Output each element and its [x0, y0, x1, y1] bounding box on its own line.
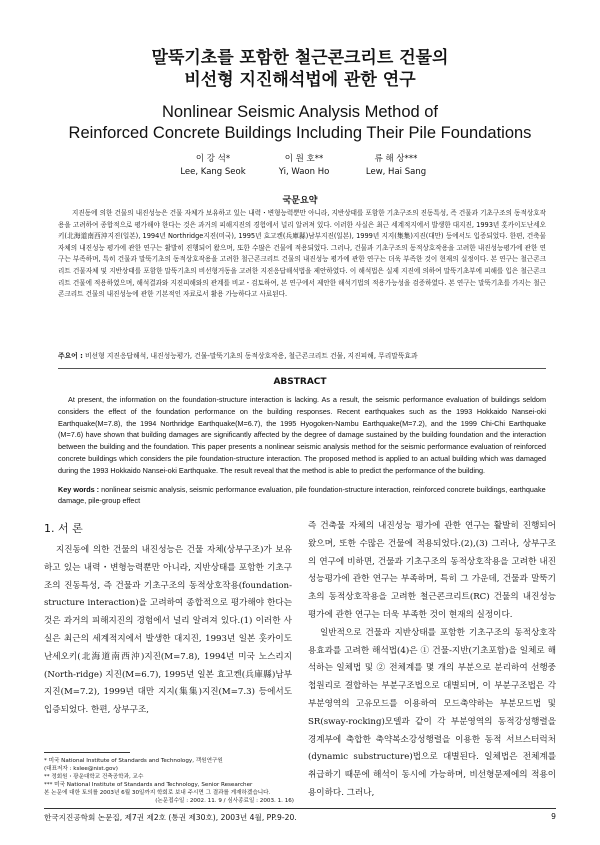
- author-2-english: Yi, Waon Ho: [278, 167, 330, 177]
- korean-title: [0, 47, 600, 91]
- author-1-english: Lee, Kang Seok: [180, 167, 246, 177]
- journal-citation: 한국지진공학회 논문집, 제7권 제2호 (통권 제30호), 2003년 4월, PP.9-20.: [44, 813, 297, 822]
- footnote-4: *** 미국 National Institute of Standards and Technology, Senior Researcher: [44, 782, 253, 788]
- korean-keywords-text: 비선형 지진응답해석, 내진성능평가, 건물-말뚝기초의 동적상호작용, 철근콘크리트 건물, 지진피해, 무리말뚝효과: [84, 352, 418, 360]
- footnote-rule: [44, 752, 130, 753]
- footnote-6: (논문접수일 : 2002. 11. 9 / 심사종료일 : 2003. 1. 16): [155, 798, 294, 804]
- footnote-1: * 미국 National Institute of Standards and Technology, 객원연구원: [44, 758, 223, 764]
- introduction-heading: 1. 서 론: [44, 522, 83, 535]
- korean-abstract-heading: 국문요약: [282, 196, 318, 206]
- author-1: [163, 153, 263, 179]
- korean-keywords-label: 주요어 :: [58, 352, 83, 360]
- english-title: [0, 102, 600, 144]
- page-footer: [44, 812, 556, 823]
- english-abstract-heading: ABSTRACT: [273, 377, 327, 387]
- right-column-paragraph-1: 즉 건축물 자체의 내진성능 평가에 관한 연구는 활발히 진행되어 왔으며, 또한 수많은 건물에 적용되었다.(2),(3) 그러나, 상부구조의 연구에 비하면, 건물과 기초구조의 동적상호작용을 고려한 내진성능평가에 관한 연구는 부족하며, 특히 그 가운데, 건물과 말뚝기초의 동적상호작용을 고려한 철근콘크리트(RC) 건물의 내진성능 평가에 관한 연구는 더욱 부족한 것이 현재의 실정이다.: [308, 521, 556, 620]
- footnotes: [44, 757, 294, 805]
- author-3: [346, 153, 446, 179]
- author-2-korean: 이 원 호**: [284, 154, 324, 164]
- author-2: [254, 153, 354, 179]
- english-keywords-text: nonlinear seismic analysis, seismic performance evaluation, pile foundation-structure interaction, reinforced concrete buildings, earthquake damage, pile-group effect: [58, 485, 546, 505]
- divider: [58, 368, 546, 369]
- footnote-5: 본 논문에 대한 토의를 2003년 6월 30일까지 학회로 보내 주시면 그 결과를 게재하겠습니다.: [44, 790, 271, 796]
- right-column: [308, 518, 556, 803]
- english-abstract: At present, the information on the foundation-structure interaction is lacking. As a result, the seismic performance evaluation of buildings seldom considers the effect of the foundation performance on the building responses. Recent earthquakes such as the 1993 Hokkaido Nansei-oki Earthquake(M=7.8), the 1994 Northridge Earthquake(M=6.7), the 1995 Hyogoken-Nambu Earthquake(M=7.2), and the 1999 Chi-Chi Earthquake (M=7.6) have shown that building damages are significantly affected by the degree of damage sustained by the building foundation and the interaction between the building and the foundation. This paper presents a nonlinear seismic analysis method for the seismic performance evaluation of reinforced concrete buildings which considers the pile foundation-structure interaction. The proposed method is applied to an actual building which was damaged during the 1993 Hokkaido Nansei-oki Earthquake. The result reveal that the method is able to predict the performance of the building.: [58, 395, 546, 475]
- footer-rule: [44, 808, 556, 809]
- author-3-korean: 류 해 상***: [374, 154, 418, 164]
- english-keywords-label: Key words :: [58, 485, 100, 494]
- right-column-paragraph-2: 일반적으로 건물과 지반상태를 포함한 기초구조의 동적상호작용효과를 고려한 해석법(4)은 ① 건물-지반(기초포함)을 일체로 해석하는 일체법 및 ② 전체계를 몇 개의 부분으로 분리하여 선행중첩원리로 결합하는 부분구조법으로 대별되며, 이 부분구조법은 각 부분영역의 고유모드를 이용하여 모드축약하는 부분모드법 및 SR(sway-rocking)모델과 같이 각 부분영역의 동적강성행렬을 경계부에 축합한 축약복소강성행렬을 이용한 동적 서브스터럭처(dynamic substructure)법으로 대별된다. 일체법은 전체계를 취급하기 때문에 해석이 동시에 가능하며, 비선형문제에의 적용이 용이하다. 그러나,: [308, 627, 556, 798]
- korean-title-line-1: 말뚝기초를 포함한 철근콘크리트 건물의: [151, 48, 449, 68]
- author-3-english: Lew, Hai Sang: [365, 167, 427, 177]
- page-number: 9: [551, 812, 556, 821]
- korean-abstract: 지진동에 의한 건물의 내진성능은 건물 자체가 보유하고 있는 내력・변형능력뿐만 아니라, 지반상태를 포함한 기초구조의 진동특성, 즉 건물과 기초구조의 동적상호작용을 고려하여 종합적으로 평가해야 한다는 것은 과거의 피해지진의 경험에서 널리 알려져 있다. 이러한 사실은 최근 세계적지에서 발생한 대지진, 1993년 홋카이도난세오키(北海道南西沖지진(일본), 1994년 Northridge지진(미국), 1995년 효고켄(兵庫縣)남부지진(일본), 1999년 지지(集集)지진(대만) 등에서도 입증되었다. 한편, 건축물 자체의 내진성능 평가에 관한 연구는 활발히 진행되어 왔으며, 또한 수많은 건물에 적용되었다. 그러나, 건물과 기초구조의 동적상호작용을 고려한 내진성능평가에 관한 연구는 부족하며, 특히 건물과 말뚝기초의 동적상호작용을 고려한 철근콘크리트 건물의 내진성능 평가에 관한 연구는 더욱 부족한 것이 현재의 실정이다. 본 연구는 철근콘크리트 건물자체 및 지반상태를 포함한 말뚝기초의 비선형거동을 고려한 지진응답해석법을 제안하였다. 이 해석법은 실제 지진에 의하여 말뚝기초부에 피해를 입은 철근콘크리트 건물에 적용하였으며, 해석결과와 지진피해와의 관계를 비교・검토하여, 본 연구에서 제안한 해석기법의 적용가능성을 검증하였다. 본 연구는 말뚝기초를 가지는 철근콘크리트 건물의 내진성능에 관한 기본적인 자료로서 활용 가능하다고 사료된다.: [58, 209, 547, 299]
- footnote-3: ** 정회원・광운대학교 건축공학과, 교수: [44, 774, 144, 780]
- english-title-line-1: Nonlinear Seismic Analysis Method of: [161, 103, 439, 121]
- author-1-korean: 이 강 석*: [195, 154, 231, 164]
- korean-title-line-2: 비선형 지진해석법에 관한 연구: [184, 70, 416, 90]
- korean-keywords: [58, 351, 546, 362]
- english-title-line-2: Reinforced Concrete Buildings Including Their Pile Foundations: [68, 124, 532, 142]
- english-keywords: [58, 484, 546, 506]
- footnote-2: (대표저자 : kslee@nist.gov): [44, 766, 118, 772]
- left-column-text: 지진동에 의한 건물의 내진성능은 건물 자체(상부구조)가 보유하고 있는 내력・변형능력뿐만 아니라, 지반상태를 포함한 기초구조의 진동특성, 즉 건물과 기초구조의 동적상호작용(foundation-structure interaction)을 고려하여 종합적으로 평가해야 한다는 것은 과거의 피해지진의 경험에서 널리 알려져 있다.(1) 이러한 사실은 최근의 세계적지에서 발생한 대지진, 1993년 일본 훗카이도난세오키(北海道南西沖)지진(M=7.8), 1994년 미국 노스리지(North-ridge) 지진(M=6.7), 1995년 일본 효고켄(兵庫縣)남부지진(M=7.2), 1999년 대만 지지(集集)지진(M=7.3) 등에서도 입증되었다. 한편, 상부구조,: [44, 545, 292, 716]
